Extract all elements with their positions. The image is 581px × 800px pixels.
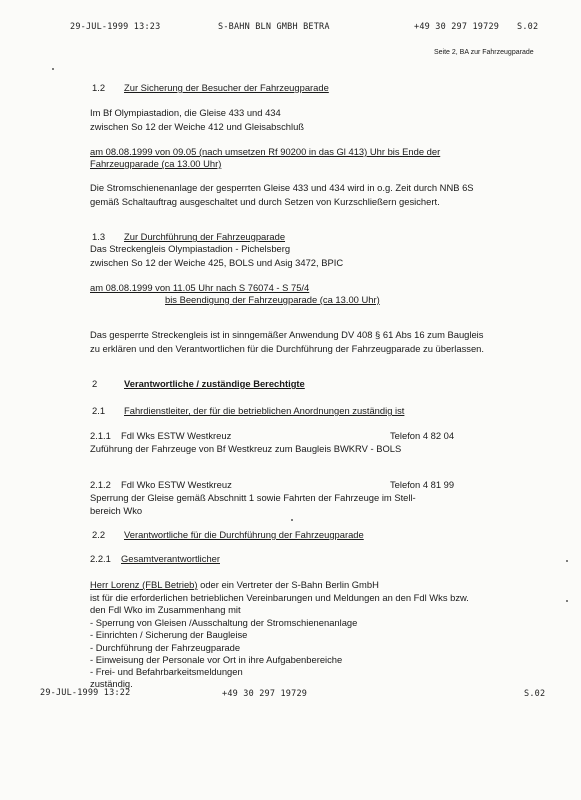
section-number: 2.1.2 xyxy=(90,479,111,490)
fax-page: S.02 xyxy=(517,22,539,32)
time-line: am 08.08.1999 von 11.05 Uhr nach S 76074 - S 75/4 xyxy=(90,282,310,293)
section-number: 2.1 xyxy=(92,405,106,416)
section-number: 2.2 xyxy=(92,529,106,540)
fax-phone: +49 30 297 19729 xyxy=(222,689,308,699)
text-line: bereich Wko xyxy=(90,505,143,516)
list-item: - Einrichten / Sicherung der Baugleise xyxy=(90,629,248,640)
paragraph-line: Die Stromschienenanlage der gesperrten Gleise 433 und 434 wird in o.g. Zeit durch NNB 6S xyxy=(90,182,474,193)
section-number: 2.1.1 xyxy=(90,430,111,441)
fax-phone: +49 30 297 19729 xyxy=(414,22,500,32)
section-heading: Zur Durchführung der Fahrzeugparade xyxy=(124,231,286,242)
text-line: Sperrung der Gleise gemäß Abschnitt 1 sowie Fahrten der Fahrzeuge im Stell- xyxy=(90,492,416,503)
text-line: Im Bf Olympiastadion, die Gleise 433 und 434 xyxy=(90,107,281,118)
paragraph-line: gemäß Schaltauftrag ausgeschaltet und durch Setzen von Kurzschließern gesichert. xyxy=(90,196,440,207)
contact-phone: Telefon 4 82 04 xyxy=(390,430,455,441)
section-heading: Verantwortliche / zuständige Berechtigte xyxy=(124,378,305,389)
section-heading: Gesamtverantwortlicher xyxy=(121,553,220,564)
text-line: Zuführung der Fahrzeuge von Bf Westkreuz zum Baugleis BWKRV - BOLS xyxy=(90,443,402,454)
section-heading: Fahrdienstleiter, der für die betrieblichen Anordnungen zuständig ist xyxy=(124,405,405,416)
text-line: zuständig. xyxy=(90,678,133,689)
section-number: 2.2.1 xyxy=(90,553,111,564)
contact-label: Fdl Wks ESTW Westkreuz xyxy=(121,430,232,441)
scan-speck xyxy=(566,560,568,562)
page-note: Seite 2, BA zur Fahrzeugparade xyxy=(434,49,534,56)
text-line: Das Streckengleis Olympiastadion - Pichelsberg xyxy=(90,243,291,254)
paragraph-line: Das gesperrte Streckengleis ist in sinngemäßer Anwendung DV 408 § 61 Abs 16 zum Baugleis xyxy=(90,329,484,340)
section-heading: Verantwortliche für die Durchführung der Fahrzeugparade xyxy=(124,529,364,540)
list-item: - Einweisung der Personale vor Ort in ihre Aufgabenbereiche xyxy=(90,654,343,665)
text-line: zwischen So 12 der Weiche 425, BOLS und Asig 3472, BPIC xyxy=(90,257,344,268)
contact-phone: Telefon 4 81 99 xyxy=(390,479,455,490)
responsible-name: Herr Lorenz (FBL Betrieb) xyxy=(90,579,198,590)
fax-page: S.02 xyxy=(524,689,546,699)
section-number: 1.2 xyxy=(92,82,106,93)
responsible-line xyxy=(90,579,379,591)
section-number: 2 xyxy=(92,378,98,389)
fax-sender: S-BAHN BLN GMBH BETRA xyxy=(218,22,330,32)
fax-datetime: 29-JUL-1999 13:22 xyxy=(40,688,131,698)
responsible-rest: oder ein Vertreter der S-Bahn Berlin GmbH xyxy=(197,579,379,590)
time-line: bis Beendigung der Fahrzeugparade (ca 13.00 Uhr) xyxy=(165,294,380,305)
scan-speck xyxy=(566,600,568,602)
fax-datetime: 29-JUL-1999 13:23 xyxy=(70,22,161,32)
time-line: am 08.08.1999 von 09.05 (nach umsetzen Rf 90200 in das Gl 413) Uhr bis Ende der xyxy=(90,146,441,157)
time-line: Fahrzeugparade (ca 13.00 Uhr) xyxy=(90,158,222,169)
list-item: - Sperrung von Gleisen /Ausschaltung der Stromschienenanlage xyxy=(90,617,358,628)
section-heading: Zur Sicherung der Besucher der Fahrzeugparade xyxy=(124,82,329,93)
text-line: den Fdl Wko im Zusammenhang mit xyxy=(90,604,241,615)
paragraph-line: zu erklären und den Verantwortlichen für die Durchführung der Fahrzeugparade zu überlassen. xyxy=(90,343,484,354)
text-line: ist für die erforderlichen betrieblichen Vereinbarungen und Meldungen an den Fdl Wks bzw. xyxy=(90,592,469,603)
list-item: - Frei- und Befahrbarkeitsmeldungen xyxy=(90,666,243,677)
scan-speck xyxy=(52,68,54,70)
contact-label: Fdl Wko ESTW Westkreuz xyxy=(121,479,232,490)
section-number: 1.3 xyxy=(92,231,106,242)
text-line: zwischen So 12 der Weiche 412 und Gleisabschluß xyxy=(90,121,305,132)
scan-speck xyxy=(291,519,293,521)
list-item: - Durchführung der Fahrzeugparade xyxy=(90,642,241,653)
